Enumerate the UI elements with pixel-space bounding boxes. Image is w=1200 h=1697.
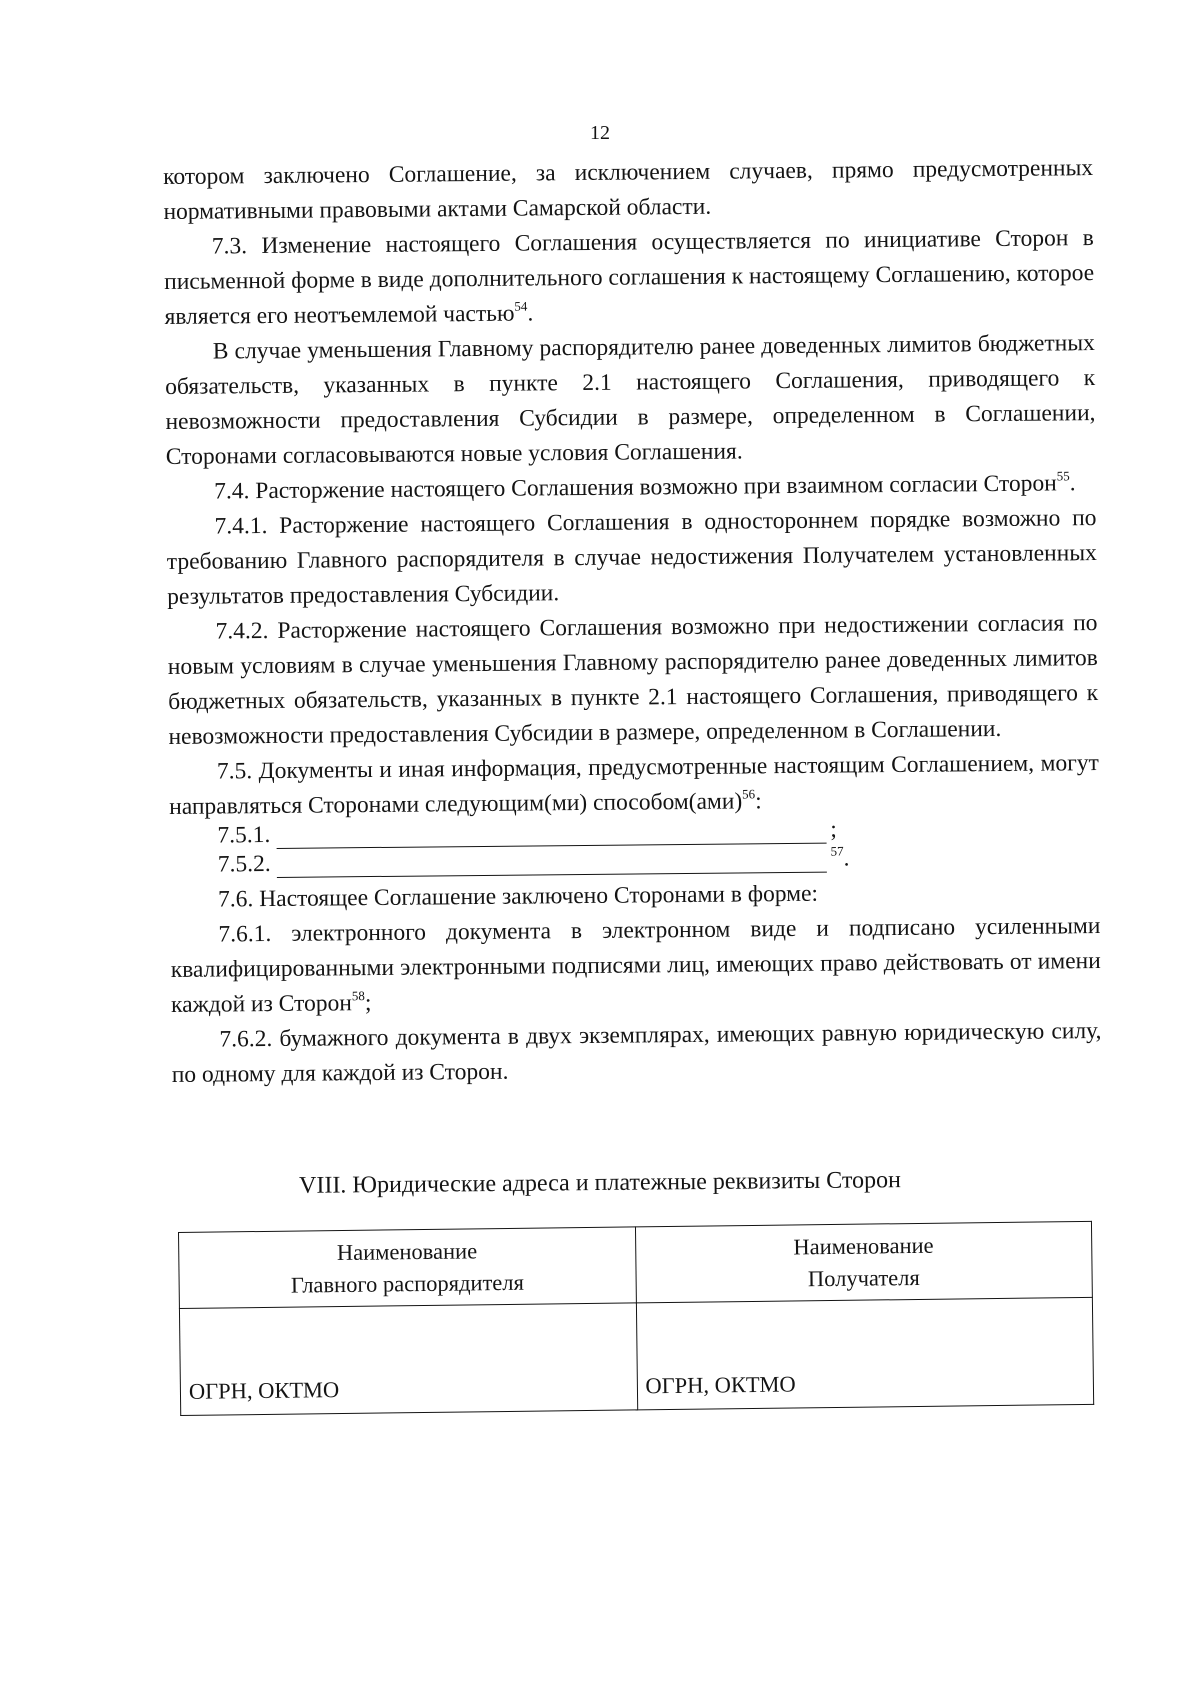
footnote-ref: 56 [742, 786, 756, 802]
paragraph-7-3: 7.3. Изменение настоящего Соглашения осуществляется по инициативе Сторон в письменной форме в виде дополнительного соглашения к настоящему Соглашению, которое является его неотъемлемой частью$^{54}$. [164, 225, 1095, 330]
paragraph-7-6: 7.6. Настоящее Соглашение заключено Сторонами в форме: [217, 880, 819, 913]
blank-line [277, 852, 827, 878]
footnote-ref: 58 [351, 988, 365, 1004]
paragraph-7-4: 7.4. Расторжение настоящего Соглашения возможно при взаимном согласии Сторон$^{55}$. [214, 468, 1076, 505]
table-row [179, 1297, 1093, 1415]
blank-line [276, 823, 826, 849]
page-number: 12 [590, 122, 610, 144]
document-body [163, 151, 1102, 1093]
fill-line-7-5-1: 7.5.1. ; [169, 816, 1099, 854]
footnote-ref: 55 [1056, 468, 1070, 484]
requisites-table [178, 1221, 1094, 1416]
paragraph-7-5: 7.5. Документы и иная информация, предусмотренные настоящим Соглашением, могут направляться Сторонами следующим(ми) способом(ами)$^{56}$: [169, 750, 1099, 820]
paragraph-continuation: котором заключено Соглашение, за исключением случаев, прямо предусмотренных нормативными правовыми актами Самарской области. [163, 155, 1094, 225]
body-cell-left: ОГРН, ОКТМО [179, 1303, 637, 1416]
paragraph-7-6-2: 7.6.2. бумажного документа в двух экземплярах, имеющих равную юридическую силу, по одному для каждой из Сторон. [171, 1018, 1102, 1088]
fill-label: 7.5.2. [217, 850, 271, 878]
table-header-row [179, 1221, 1093, 1308]
fill-label: 7.5.1. [217, 822, 271, 849]
paragraph-7-6-1: 7.6.1. электронного документа в электронном виде и подписано усиленными квалифицированными электронными подписями лиц, имеющих право действовать от имени каждой из Сторон$^{58}$; [170, 913, 1101, 1018]
header-cell-left: Наименование Главного распорядителя [179, 1227, 636, 1309]
footnote-ref: 57 [830, 843, 844, 859]
paragraph-limits: В случае уменьшения Главному распорядителю ранее доведенных лимитов бюджетных обязательств, указанных в пункте 2.1 настоящего Соглашения, приводящего к невозможности предоставления Субсидии в размере, определенном в Соглашении, Сторонами согласовываются новые условия Соглашения. [165, 330, 1096, 470]
footnote-ref: 54 [514, 298, 528, 314]
paragraph-7-4-2: 7.4.2. Расторжение настоящего Соглашения возможно при недостижении согласия по новым условиям в случае уменьшения Главному распорядителю ранее доведенных лимитов бюджетных обязательств, указанных в пункте 2.1 настоящего Соглашения, приводящего к невозможности предоставления Субсидии в размере, определенном в Соглашении. [167, 610, 1099, 750]
paragraph-7-4-1: 7.4.1. Расторжение настоящего Соглашения в одностороннем порядке возможно по требованию Главного распорядителя в случае недостижения Получателем установленных результатов предоставления Субсидии. [166, 505, 1097, 610]
header-cell-right: Наименование Получателя [635, 1221, 1092, 1303]
section-title: VIII. Юридические адреса и платежные реквизиты Сторон [298, 1167, 902, 1199]
body-cell-right: ОГРН, ОКТМО [636, 1297, 1094, 1410]
fill-line-7-5-2: 7.5.2. $^{57}$. [170, 845, 1100, 883]
